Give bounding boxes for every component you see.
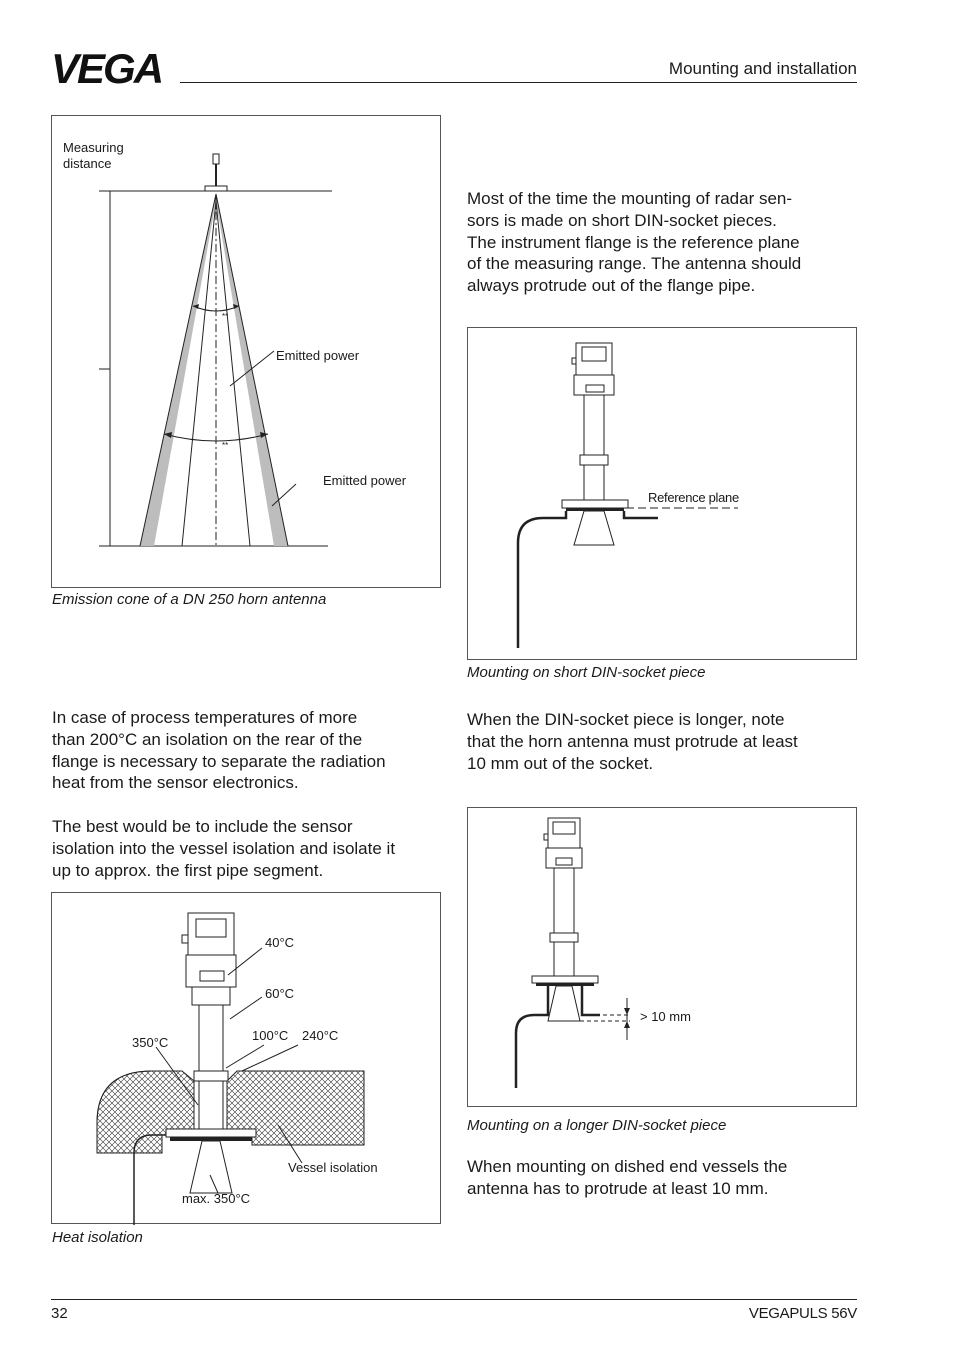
temp-350-label: 350°C <box>132 1035 169 1050</box>
footer-rule <box>51 1299 857 1300</box>
intro-paragraph <box>467 188 857 297</box>
intro-line: Most of the time the mounting of radar sen- <box>467 189 793 208</box>
emission-cone-diagram <box>52 116 442 589</box>
heat-isolation-diagram <box>52 893 442 1225</box>
right-paragraph-2 <box>467 1156 857 1200</box>
intro-line: The instrument flange is the reference plane <box>467 232 800 252</box>
emission-cone-figure <box>51 115 441 588</box>
long-socket-diagram <box>468 808 858 1108</box>
reference-plane-label: Reference plane <box>648 490 739 505</box>
svg-text:VEGA: VEGA <box>51 50 163 86</box>
marker-lower: ** <box>222 441 229 450</box>
figure2-caption: Mounting on short DIN-socket piece <box>467 664 706 681</box>
intro-line: sors is made on short DIN-socket pieces. <box>467 210 777 230</box>
paragraph-line: that the horn antenna must protrude at least <box>467 731 798 751</box>
paragraph-line: heat from the sensor electronics. <box>52 773 299 793</box>
figure3-caption: Heat isolation <box>52 1229 143 1246</box>
paragraph-line: flange is necessary to separate the radiation <box>52 751 386 771</box>
temp-60-label: 60°C <box>265 986 295 1001</box>
left-paragraph-1 <box>52 707 442 794</box>
paragraph-line: antenna has to protrude at least 10 mm. <box>467 1178 769 1198</box>
marker-upper: ** <box>222 312 229 321</box>
left-paragraph-2 <box>52 816 442 881</box>
right-paragraph-1 <box>467 709 857 774</box>
emitted-power-label-lower: Emitted power <box>323 473 407 488</box>
paragraph-line: isolation into the vessel isolation and isolate it <box>52 838 396 858</box>
emitted-power-label-upper: Emitted power <box>276 348 360 363</box>
vessel-isolation-label: Vessel isolation <box>288 1160 378 1175</box>
max-350-label: max. 350°C <box>182 1191 251 1206</box>
measuring-distance-label: Measuring <box>63 140 124 155</box>
paragraph-line: than 200°C an isolation on the rear of the <box>52 729 363 749</box>
long-socket-figure <box>467 807 857 1107</box>
figure1-caption: Emission cone of a DN 250 horn antenna <box>52 591 327 608</box>
paragraph-line: In case of process temperatures of more <box>52 708 358 727</box>
page-number: 32 <box>51 1305 68 1322</box>
short-socket-figure <box>467 327 857 660</box>
section-title: Mounting and installation <box>668 59 857 78</box>
heat-isolation-figure <box>51 892 441 1224</box>
vega-logo <box>51 50 171 86</box>
paragraph-line: up to approx. the first pipe segment. <box>52 860 324 880</box>
product-name: VEGAPULS 56V <box>748 1305 857 1322</box>
paragraph-line: The best would be to include the sensor <box>52 817 353 836</box>
intro-line: of the measuring range. The antenna should <box>467 254 802 274</box>
paragraph-line: 10 mm out of the socket. <box>467 753 654 773</box>
header-rule <box>180 82 857 83</box>
paragraph-line: When mounting on dished end vessels the <box>467 1157 788 1176</box>
figure4-caption: Mounting on a longer DIN-socket piece <box>467 1117 727 1134</box>
paragraph-line: When the DIN-socket piece is longer, note <box>467 710 785 729</box>
measuring-distance-label-2: distance <box>63 156 112 171</box>
temp-240-label: 240°C <box>302 1028 339 1043</box>
intro-line: always protrude out of the flange pipe. <box>467 276 756 296</box>
temp-100-label: 100°C <box>252 1028 289 1043</box>
gt-10mm-label: > 10 mm <box>640 1009 691 1024</box>
temp-40-label: 40°C <box>265 935 295 950</box>
